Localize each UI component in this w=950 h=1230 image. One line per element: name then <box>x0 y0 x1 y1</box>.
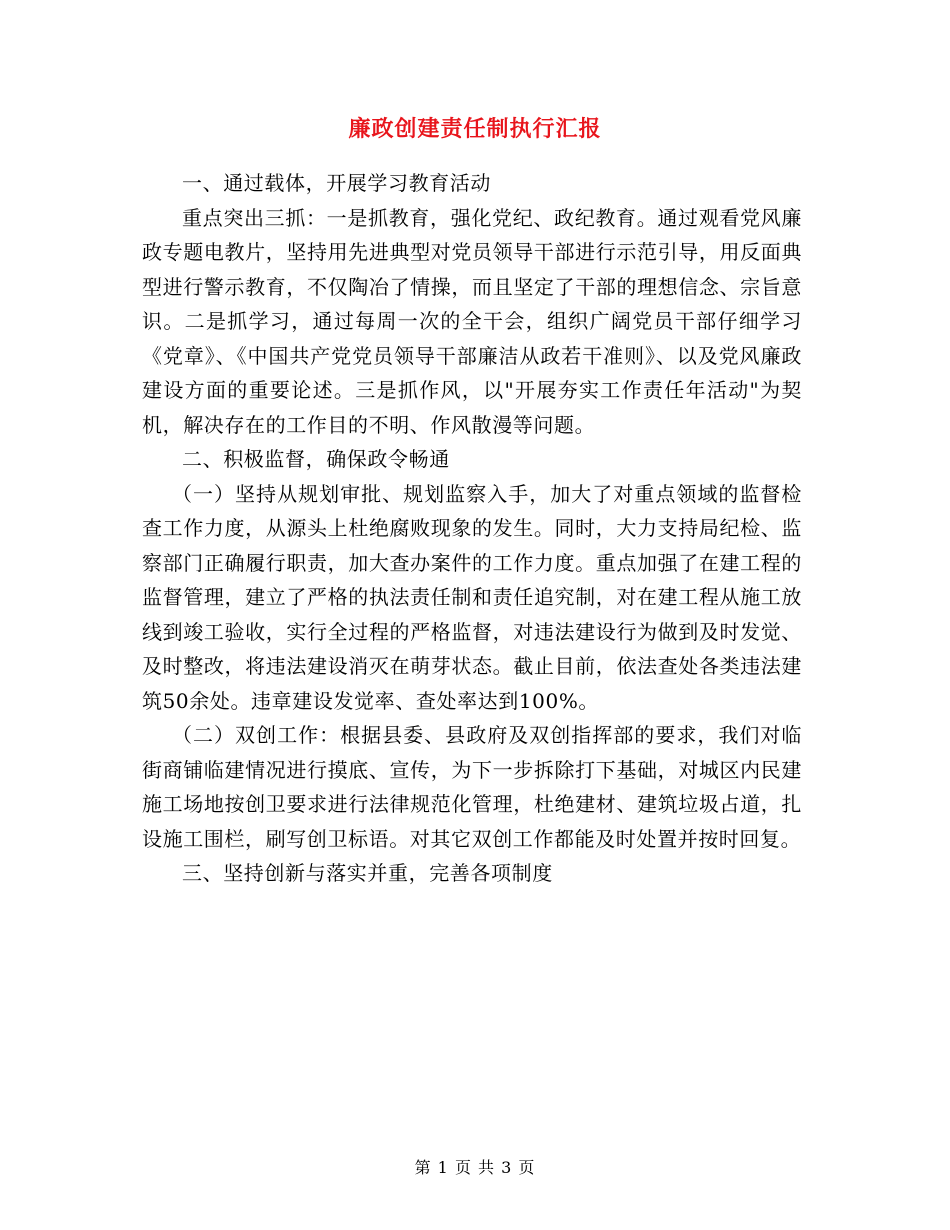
paragraph-1: 重点突出三抓：一是抓教育，强化党纪、政纪教育。通过观看党风廉政专题电教片，坚持用先进典型对党员领导干部进行示范引导，用反面典型进行警示教育，不仅陶冶了情操，而且坚定了干部的理想信念、宗旨意识。二是抓学习，通过每周一次的全干会，组织广阔党员干部仔细学习《党章》、《中国共产党党员领导干部廉洁从政若干准则》、以及党风廉政建设方面的重要论述。三是抓作风，以"开展夯实工作责任年活动"为契机，解决存在的工作目的不明、作风散漫等问题。 <box>142 205 802 437</box>
paragraph-2-2: （二）双创工作：根据县委、县政府及双创指挥部的要求，我们对临街商铺临建情况进行摸底、宣传，为下一步拆除打下基础，对城区内民建施工场地按创卫要求进行法律规范化管理，杜绝建材、建筑垃圾占道，扎设施工围栏，刷写创卫标语。对其它双创工作都能及时处置并按时回复。 <box>142 723 802 851</box>
section-heading-1: 一、通过载体，开展学习教育活动 <box>182 171 491 195</box>
page-number: 第 1 页 共 3 页 <box>414 1158 536 1177</box>
section-heading-3: 三、坚持创新与落实并重，完善各项制度 <box>182 861 553 885</box>
document-title: 廉政创建责任制执行汇报 <box>348 116 602 142</box>
document-body <box>142 166 802 891</box>
section-heading-2: 二、积极监督，确保政令畅通 <box>182 447 450 471</box>
paragraph-2-1: （一）坚持从规划审批、规划监察入手，加大了对重点领域的监督检查工作力度，从源头上杜绝腐败现象的发生。同时，大力支持局纪检、监察部门正确履行职责，加大查办案件的工作力度。重点加强了在建工程的监督管理，建立了严格的执法责任制和责任追究制，对在建工程从施工放线到竣工验收，实行全过程的严格监督，对违法建设行为做到及时发觉、及时整改，将违法建设消灭在萌芽状态。截止目前，依法查处各类违法建筑50余处。违章建设发觉率、查处率达到100%。 <box>142 481 802 713</box>
